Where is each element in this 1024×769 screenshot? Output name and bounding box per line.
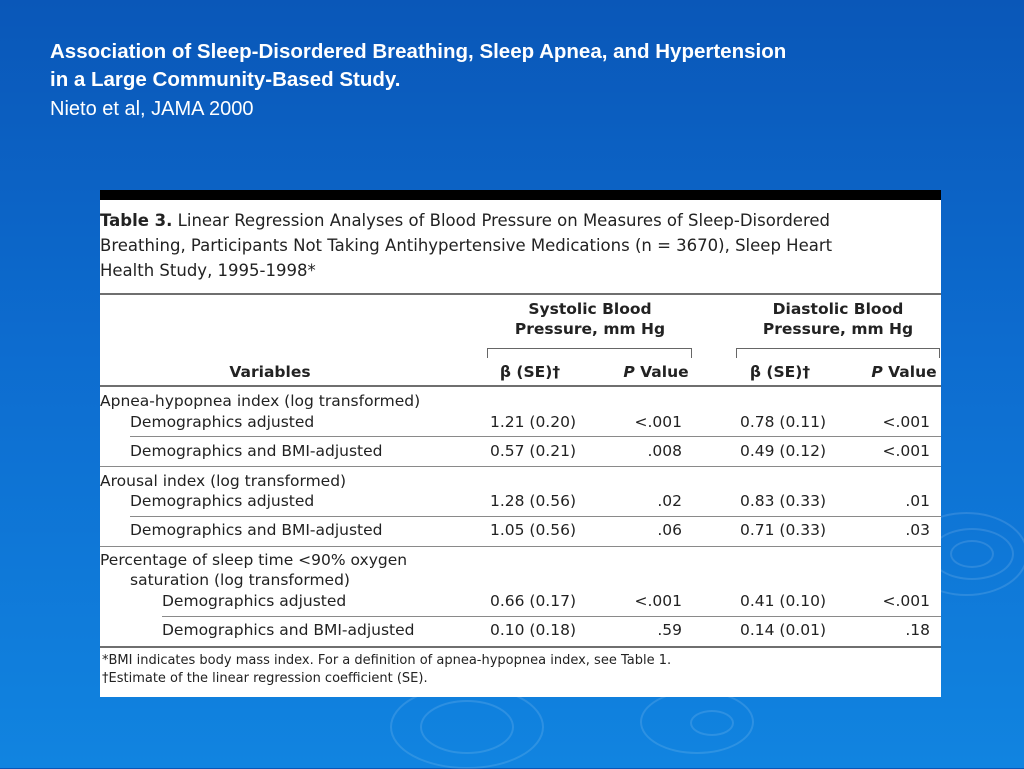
diastolic-bracket — [736, 348, 940, 358]
systolic-header-line-1: Systolic Blood — [528, 300, 652, 318]
row-label: Demographics adjusted — [130, 492, 315, 510]
section-heading-line-1: Percentage of sleep time <90% oxygen — [100, 551, 408, 569]
diastolic-header-line-1: Diastolic Blood — [772, 300, 904, 318]
systolic-beta: 0.10 (0.18) — [489, 621, 576, 639]
diastolic-beta: 0.14 (0.01) — [739, 621, 826, 639]
systolic-beta: 1.21 (0.20) — [489, 413, 576, 431]
table-caption — [100, 208, 920, 283]
col-beta-se-systolic: β (SE)† — [499, 363, 561, 381]
footnote-bmi: *BMI indicates body mass index. For a definition of apnea-hypopnea index, see Table 1. — [102, 653, 672, 668]
col-p-value-diastolic: P Value — [871, 363, 937, 381]
diastolic-beta: 0.71 (0.33) — [739, 521, 826, 539]
diastolic-p: .03 — [905, 521, 930, 539]
diastolic-p: <.001 — [882, 442, 930, 460]
row-divider — [130, 436, 941, 437]
section-heading-line-2: saturation (log transformed) — [130, 571, 350, 589]
caption-line-1: Linear Regression Analyses of Blood Pressure on Measures of Sleep-Disordered — [177, 211, 830, 230]
title-line-2: in a Large Community-Based Study. — [50, 68, 401, 91]
row-divider — [162, 616, 941, 617]
diastolic-p: .01 — [905, 492, 930, 510]
diastolic-p: .18 — [905, 621, 930, 639]
table-bottom-divider — [100, 646, 941, 648]
row-label: Demographics adjusted — [162, 592, 347, 610]
diastolic-beta: 0.49 (0.12) — [739, 442, 826, 460]
systolic-p: <.001 — [634, 592, 682, 610]
table-label: Table 3. — [100, 211, 173, 230]
diastolic-p: <.001 — [882, 592, 930, 610]
section-heading: Arousal index (log transformed) — [100, 472, 347, 490]
systolic-p: .06 — [657, 521, 682, 539]
regression-table — [100, 190, 941, 697]
diastolic-p: <.001 — [882, 413, 930, 431]
row-divider — [130, 516, 941, 517]
systolic-bracket — [487, 348, 692, 358]
section-divider — [100, 466, 941, 467]
citation: Nieto et al, JAMA 2000 — [50, 98, 254, 120]
diastolic-beta: 0.83 (0.33) — [739, 492, 826, 510]
col-variables: Variables — [229, 363, 311, 381]
systolic-p: .02 — [657, 492, 682, 510]
systolic-p: .008 — [647, 442, 682, 460]
slide-title — [50, 38, 990, 124]
systolic-header-line-2: Pressure, mm Hg — [514, 320, 666, 338]
diastolic-header-line-2: Pressure, mm Hg — [762, 320, 914, 338]
diastolic-beta: 0.41 (0.10) — [739, 592, 826, 610]
row-label: Demographics and BMI-adjusted — [130, 521, 383, 539]
systolic-p: .59 — [657, 621, 682, 639]
row-label: Demographics and BMI-adjusted — [162, 621, 415, 639]
section-heading: Apnea-hypopnea index (log transformed) — [100, 392, 421, 410]
section-divider — [100, 546, 941, 547]
systolic-beta: 0.57 (0.21) — [489, 442, 576, 460]
systolic-beta: 0.66 (0.17) — [489, 592, 576, 610]
title-line-1: Association of Sleep-Disordered Breathing, Sleep Apnea, and Hypertension — [50, 40, 787, 63]
diastolic-beta: 0.78 (0.11) — [739, 413, 826, 431]
systolic-beta: 1.05 (0.56) — [489, 521, 576, 539]
caption-divider — [100, 293, 941, 295]
row-label: Demographics and BMI-adjusted — [130, 442, 383, 460]
header-divider — [100, 385, 941, 387]
col-beta-se-diastolic: β (SE)† — [749, 363, 811, 381]
caption-line-2: Breathing, Participants Not Taking Antihypertensive Medications (n = 3670), Sleep Heart — [100, 236, 833, 255]
col-p-value-systolic: P Value — [623, 363, 689, 381]
footnote-estimate: †Estimate of the linear regression coefficient (SE). — [102, 671, 428, 686]
systolic-beta: 1.28 (0.56) — [489, 492, 576, 510]
systolic-p: <.001 — [634, 413, 682, 431]
row-label: Demographics adjusted — [130, 413, 315, 431]
caption-line-3: Health Study, 1995-1998* — [100, 261, 316, 280]
